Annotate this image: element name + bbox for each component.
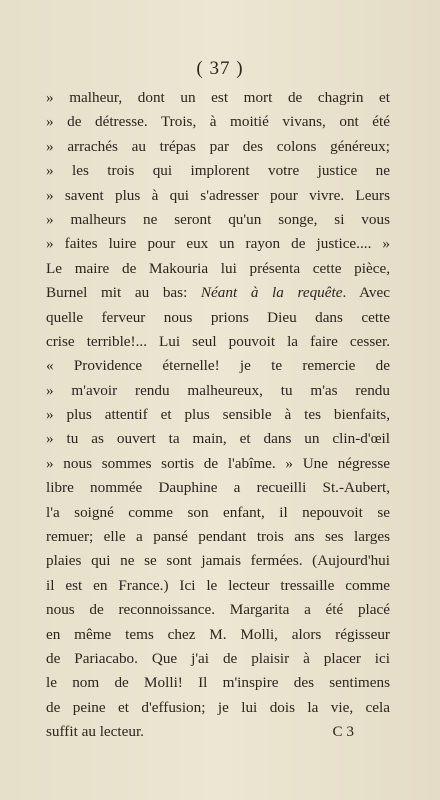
body-text: [46, 86, 390, 745]
text-line: nous de reconnoissance. Margarita a été placé: [46, 601, 390, 619]
text-line: Le maire de Makouria lui présenta cette pièce,: [46, 259, 390, 277]
text-line: » plus attentif et plus sensible à tes bienfaits,: [46, 406, 390, 424]
text-line: » m'avoir rendu malheureux, tu m'as rendu: [46, 381, 390, 399]
text-segment: Burnel mit au bas:: [46, 284, 201, 302]
text-line: » malheurs ne seront qu'un songe, si vous: [46, 210, 390, 228]
final-line: [46, 720, 390, 744]
text-line: quelle ferveur nous prions Dieu dans cette: [46, 308, 390, 326]
text-line: libre nommée Dauphine a recueilli St.-Aubert,: [46, 479, 390, 497]
text-line: » tu as ouvert ta main, et dans un clin-d'œil: [46, 430, 390, 448]
text-line: « Providence éternelle! je te remercie de: [46, 357, 390, 375]
text-line: crise terrible!... Lui seul pouvoit la faire cesser.: [46, 332, 390, 350]
text-line: » arrachés au trépas par des colons généreux;: [46, 137, 390, 155]
text-line-with-italic: [46, 281, 390, 305]
text-line: en même tems chez M. Molli, alors régisseur: [46, 625, 390, 643]
text-line: » nous sommes sortis de l'abîme. » Une négresse: [46, 454, 390, 472]
text-segment: . Avec: [342, 284, 390, 302]
text-line: de Pariacabo. Que j'ai de plaisir à placer ici: [46, 649, 390, 667]
text-line: » savent plus à qui s'adresser pour vivre. Leurs: [46, 186, 390, 204]
text-line: » malheur, dont un est mort de chagrin et: [46, 89, 390, 106]
text-line: plaies qui ne se sont jamais fermées. (Aujourd'hui: [46, 552, 390, 570]
signature-mark: C 3: [332, 723, 354, 741]
closing-text: suffit au lecteur.: [46, 723, 144, 741]
text-line: de peine et d'effusion; je lui dois la vie, cela: [46, 698, 390, 716]
text-line: il est en France.) Ici le lecteur tressaille comme: [46, 576, 390, 594]
text-line: » les trois qui implorent votre justice ne: [46, 162, 390, 180]
text-line: » de détresse. Trois, à moitié vivans, ont été: [46, 113, 390, 131]
italic-phrase: Néant à la requête: [200, 284, 343, 302]
page-number: ( 37 ): [196, 58, 244, 79]
text-line: remuer; elle a pansé pendant trois ans ses larges: [46, 528, 390, 546]
text-line: le nom de Molli! Il m'inspire des sentimens: [46, 674, 390, 692]
text-line: » faites luire pour eux un rayon de justice.... »: [46, 235, 390, 253]
text-line: l'a soigné comme son enfant, il nepouvoit se: [46, 503, 390, 521]
